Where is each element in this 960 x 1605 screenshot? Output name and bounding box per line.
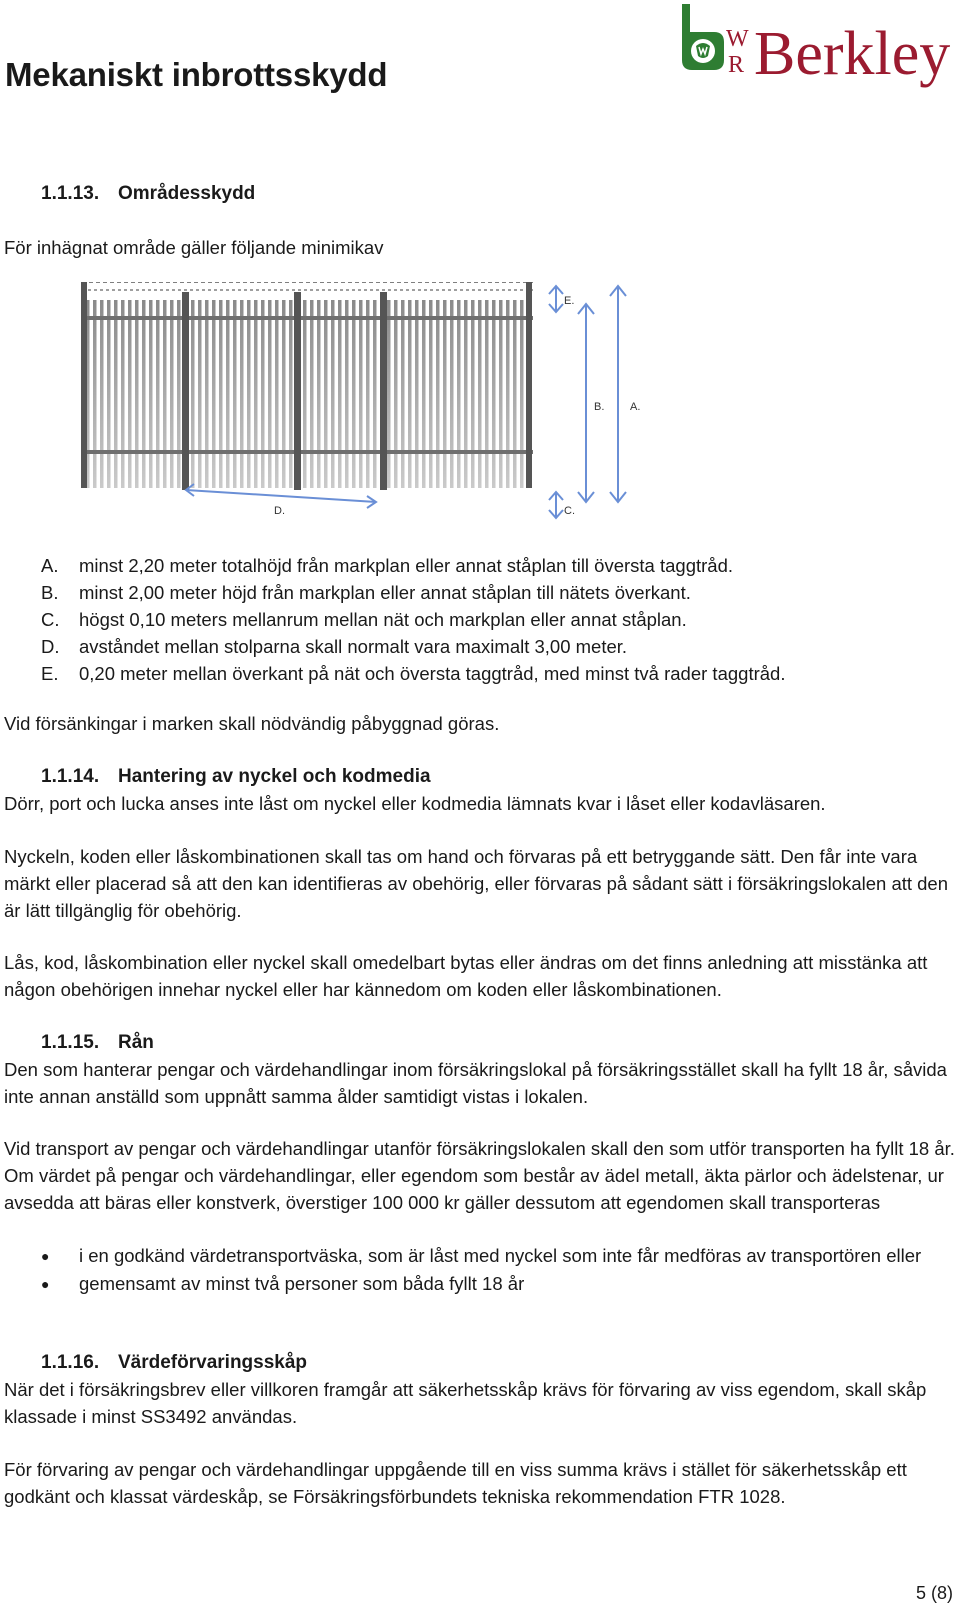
- section-number: 1.1.15.: [41, 1032, 100, 1053]
- list-text: gemensamt av minst två personer som båda fyllt 18 år: [79, 1273, 525, 1294]
- section-number: 1.1.14.: [41, 766, 100, 787]
- section-heading-15: [41, 1029, 154, 1056]
- list-letter: E.: [41, 663, 59, 684]
- paragraph: Lås, kod, låskombination eller nyckel skall omedelbart bytas eller ändras om det finns anledning att misstänka att någon obehörigen innehar nyckel eller har kännedom om koden eller låskombinationen.: [4, 952, 928, 1000]
- list-item: [41, 606, 941, 633]
- fence-image: [81, 282, 533, 490]
- wr-berkley-logo: [668, 0, 958, 92]
- label-e: E.: [564, 295, 575, 307]
- section-note: Vid försänkingar i marken skall nödvändig påbyggnad göras.: [4, 713, 500, 734]
- section-number: 1.1.16.: [41, 1352, 100, 1373]
- section-title: Hantering av nyckel och kodmedia: [118, 766, 431, 787]
- section-heading-14: [41, 763, 431, 790]
- list-item: [41, 552, 941, 579]
- list-item: [41, 660, 941, 687]
- section-heading-16: [41, 1349, 307, 1376]
- section-intro: För inhägnat område gäller följande minimikav: [4, 237, 384, 258]
- section-title: Värdeförvaringsskåp: [118, 1352, 308, 1373]
- list-text: 0,20 meter mellan överkant på nät och översta taggtråd, med minst två rader taggtråd.: [79, 663, 786, 684]
- paragraph: När det i försäkringsbrev eller villkoren framgår att säkerhetsskåp krävs för förvaring av viss egendom, skall skåp klassade i minst SS3492 användas.: [4, 1379, 927, 1427]
- logo-mark: [682, 4, 724, 70]
- list-letter: C.: [41, 609, 60, 630]
- label-c: C.: [564, 505, 575, 517]
- bullet-icon: ●: [41, 1248, 50, 1264]
- bullet-icon: ●: [41, 1276, 50, 1292]
- page-number: 5 (8): [915, 1583, 953, 1603]
- list-letter: D.: [41, 636, 60, 657]
- requirements-list: [41, 552, 941, 687]
- paragraph: Dörr, port och lucka anses inte låst om nyckel eller kodmedia lämnats kvar i låset eller kodavläsaren.: [4, 793, 826, 814]
- section-number: 1.1.13.: [41, 183, 100, 204]
- list-text: minst 2,20 meter totalhöjd från markplan eller annat ståplan till översta taggtråd.: [79, 555, 734, 576]
- bullet-list: [41, 1242, 941, 1298]
- list-text: i en godkänd värdetransportväska, som är låst med nyckel som inte får medföras av transportören eller: [79, 1245, 922, 1266]
- list-text: minst 2,00 meter höjd från markplan eller annat ståplan till nätets överkant.: [79, 582, 691, 603]
- list-item: [41, 1270, 941, 1298]
- list-text: avståndet mellan stolparna skall normalt vara maximalt 3,00 meter.: [79, 636, 628, 657]
- list-letter: A.: [41, 555, 59, 576]
- fence-diagram: [78, 282, 678, 532]
- section-title: Rån: [118, 1032, 154, 1053]
- paragraph: För förvaring av pengar och värdehandlingar uppgående till en viss summa krävs i stället för säkerhetsskåp ett godkänt och klassat värdeskåp, se Försäkringsförbundets tekniska rekommendation FTR 1028.: [4, 1459, 907, 1507]
- logo-letter-r: R: [728, 52, 745, 78]
- section-title: Områdesskydd: [118, 183, 256, 204]
- logo-letter-w: W: [726, 26, 749, 52]
- paragraph: Den som hanterar pengar och värdehandlingar inom försäkringslokal på försäkringsstället skall ha fyllt 18 år, såvida inte annan anställd som uppnått samma ålder samtidigt vistas i lokalen.: [4, 1059, 947, 1107]
- paragraph: Nyckeln, koden eller låskombinationen skall tas om hand och förvaras på ett betryggande sätt. Den får inte vara märkt eller placerad så att den kan identifieras av obehörig, eller förvaras på sådant sätt i försäkringslokalen att den är lätt tillgänglig för obehörig.: [4, 846, 949, 921]
- list-item: [41, 1242, 941, 1270]
- list-text: högst 0,10 meters mellanrum mellan nät och markplan eller annat ståplan.: [79, 609, 687, 630]
- list-letter: B.: [41, 582, 59, 603]
- page-title: Mekaniskt inbrottsskydd: [5, 56, 388, 93]
- list-item: [41, 579, 941, 606]
- paragraph: Vid transport av pengar och värdehandlingar utanför försäkringslokalen skall den som utför transporten ha fyllt 18 år. Om värdet på pengar och värdehandlingar, eller egendom som består av ädel metall, äkta pärlor och ädelstenar, ur avsedda att bäras eller konstverk, överstiger 100 000 kr gäller dessutom att egendomen skall transporteras: [4, 1138, 955, 1213]
- section-heading-13: [41, 180, 255, 207]
- list-item: [41, 633, 941, 660]
- label-a: A.: [630, 401, 641, 413]
- logo-name: Berkley: [754, 20, 951, 88]
- label-d: D.: [274, 505, 285, 517]
- label-b: B.: [594, 401, 605, 413]
